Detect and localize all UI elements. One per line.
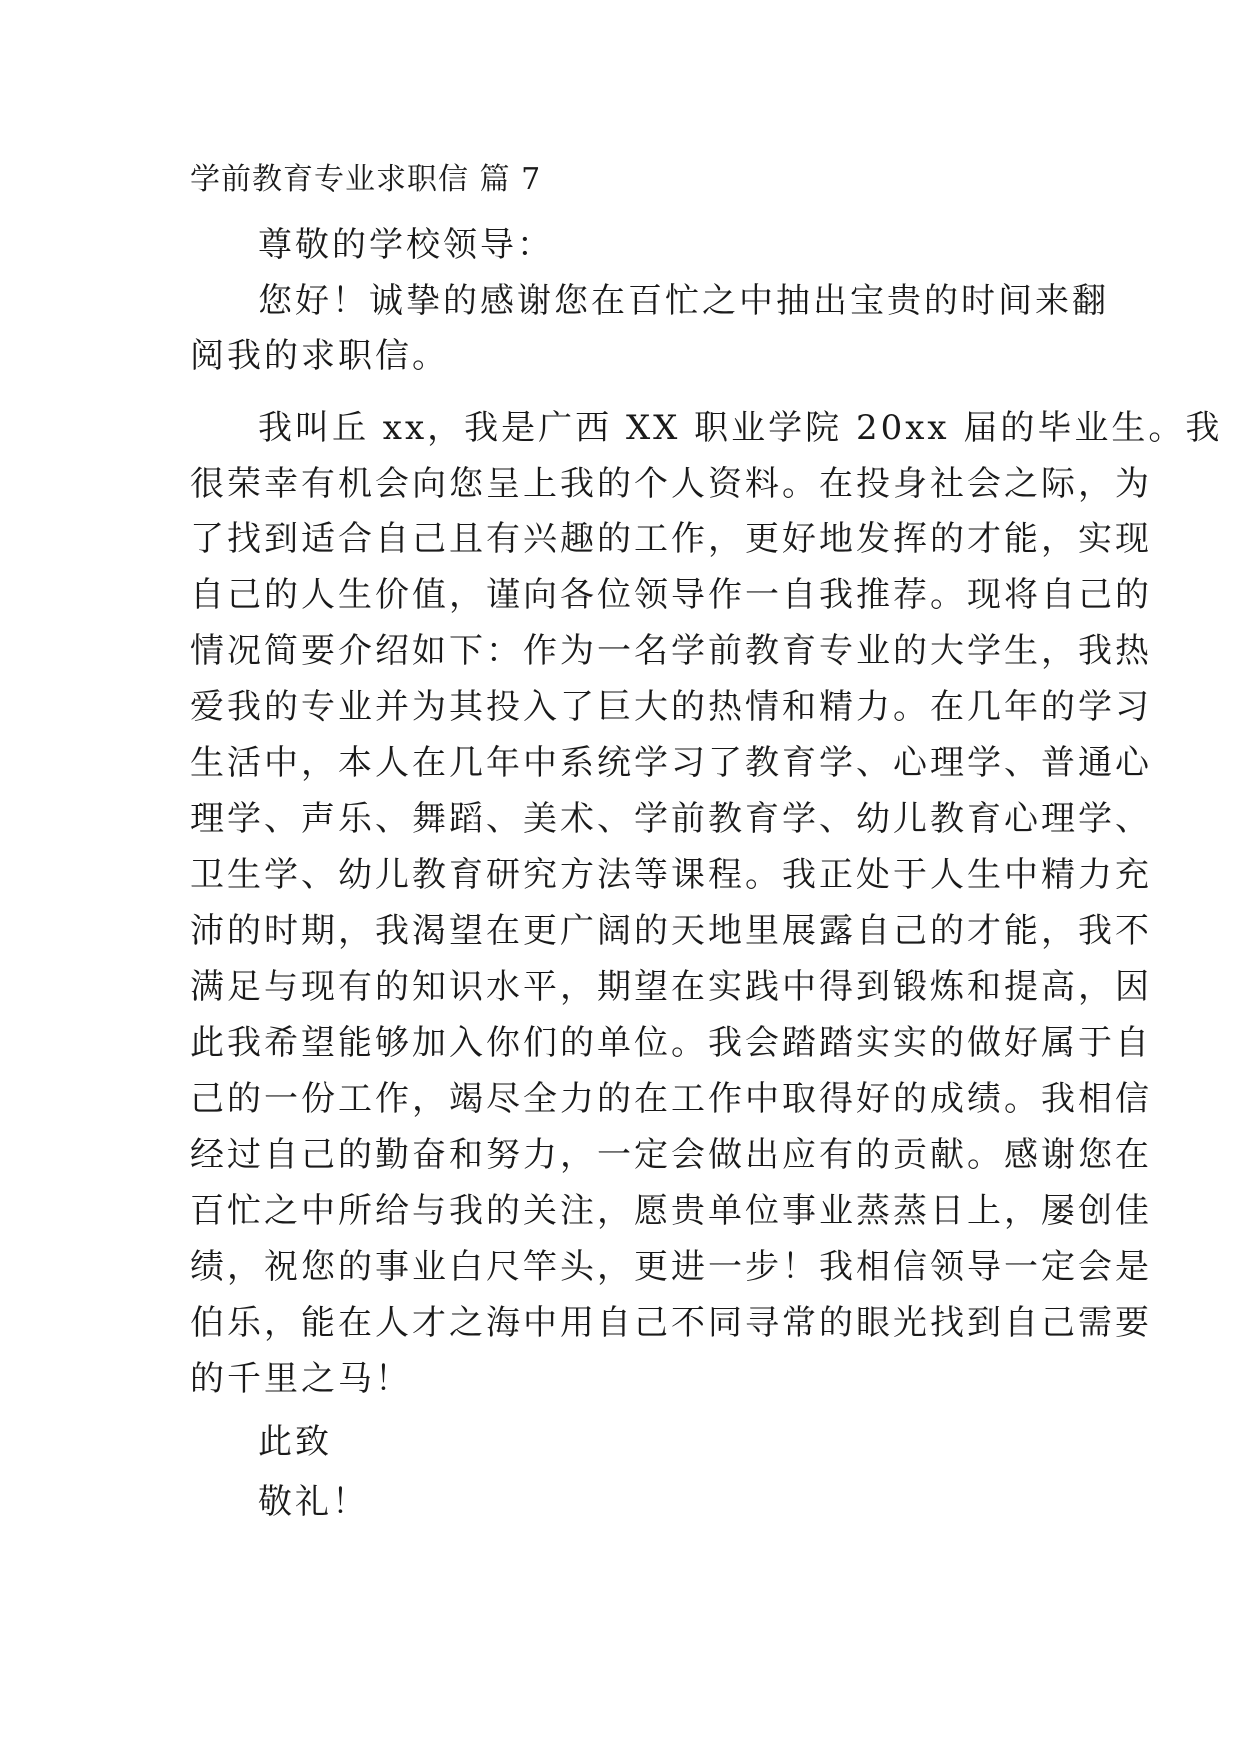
body-line-19: 伯乐，能在人才之海中用自己不同寻常的眼光找到自己需要 [190,1303,1152,1343]
body-line-1: 您好！诚挚的感谢您在百忙之中抽出宝贵的时间来翻 [258,281,1109,321]
body-line-4: 很荣幸有机会向您呈上我的个人资料。在投身社会之际，为 [190,464,1152,504]
body-line-20: 的千里之马！ [190,1359,412,1399]
salutation: 尊敬的学校领导： [258,225,554,265]
body-line-13: 满足与现有的知识水平，期望在实践中得到锻炼和提高，因 [190,967,1152,1007]
body-line-18: 绩，祝您的事业白尺竿头，更进一步！我相信领导一定会是 [190,1247,1152,1287]
body-line-2: 阅我的求职信。 [190,336,449,376]
body-line-11: 卫生学、幼儿教育研究方法等课程。我正处于人生中精力充 [190,855,1152,895]
body-line-9: 生活中，本人在几年中系统学习了教育学、心理学、普通心 [190,743,1152,783]
body-line-7: 情况简要介绍如下：作为一名学前教育专业的大学生，我热 [190,631,1152,671]
body-line-14: 此我希望能够加入你们的单位。我会踏踏实实的做好属于自 [190,1023,1152,1063]
body-line-5: 了找到适合自己且有兴趣的工作，更好地发挥的才能，实现 [190,519,1152,559]
body-line-16: 经过自己的勤奋和努力，一定会做出应有的贡献。感谢您在 [190,1135,1152,1175]
body-line-8: 爱我的专业并为其投入了巨大的热情和精力。在几年的学习 [190,687,1152,727]
body-line-10: 理学、声乐、舞蹈、美术、学前教育学、幼儿教育心理学、 [190,799,1152,839]
document-title: 学前教育专业求职信 篇 7 [190,162,542,197]
body-line-17: 百忙之中所给与我的关注，愿贵单位事业蒸蒸日上，屡创佳 [190,1191,1152,1231]
body-line-12: 沛的时期，我渴望在更广阔的天地里展露自己的才能，我不 [190,911,1152,951]
body-line-6: 自己的人生价值，谨向各位领导作一自我推荐。现将自己的 [190,575,1152,615]
closing-line-1: 此致 [258,1422,332,1462]
closing-line-2: 敬礼！ [258,1482,369,1522]
body-line-3: 我叫丘 xx，我是广西 XX 职业学院 20xx 届的毕业生。我 [258,408,1223,448]
body-line-15: 己的一份工作，竭尽全力的在工作中取得好的成绩。我相信 [190,1079,1152,1119]
